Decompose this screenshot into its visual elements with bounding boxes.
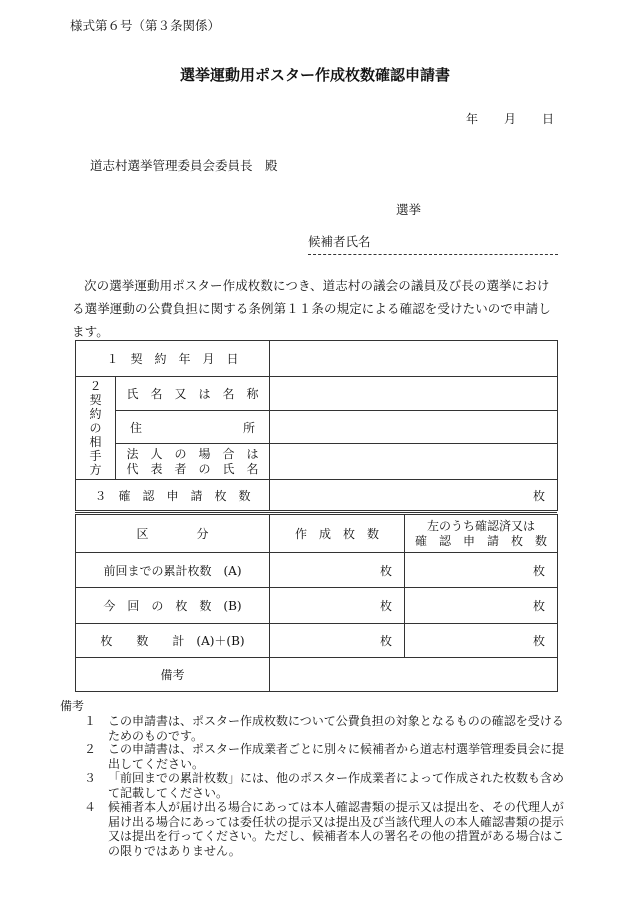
remarks-label: 備考 bbox=[76, 658, 270, 692]
total-confirmed-cell[interactable]: 枚 bbox=[405, 624, 558, 658]
requested-count-label: ３ 確 認 申 請 枚 数 bbox=[76, 480, 270, 511]
applicant-info-table bbox=[75, 340, 558, 511]
confirmed-count-header: 左のうち確認済又は 確 認 申 請 枚 数 bbox=[405, 515, 558, 553]
note-item: ２ この申請書は、ポスター作成業者ごとに別々に候補者から道志村選挙管理委員会に提出してください。 bbox=[84, 742, 565, 771]
note-item: ３ 「前回までの累計枚数」には、他のポスター作成業者によって作成された枚数も含めて記載してください。 bbox=[84, 771, 565, 800]
form-number: 様式第６号（第３条関係） bbox=[70, 18, 221, 33]
total-row-label: 枚 数 計 (A)＋(B) bbox=[76, 624, 270, 658]
document-title: 選挙運動用ポスター作成枚数確認申請書 bbox=[179, 66, 450, 84]
addressee: 道志村選挙管理委員会委員長 殿 bbox=[90, 158, 278, 173]
remarks-cell[interactable] bbox=[270, 658, 558, 692]
name-label: 氏 名 又 は 名 称 bbox=[116, 377, 270, 411]
representative-cell[interactable] bbox=[270, 444, 558, 480]
date-day: 日 bbox=[542, 112, 555, 126]
address-label: 住 所 bbox=[116, 411, 270, 444]
current-row-label: 今 回 の 枚 数 (B) bbox=[76, 588, 270, 624]
contract-date-label: １ 契 約 年 月 日 bbox=[76, 341, 270, 377]
date-year: 年 bbox=[466, 112, 479, 126]
candidate-name-line[interactable] bbox=[308, 254, 558, 255]
date-month: 月 bbox=[504, 112, 517, 126]
contract-date-cell[interactable] bbox=[270, 341, 558, 377]
counterparty-label: ２ 契 約 の 相 手 方 bbox=[76, 377, 116, 480]
cumulative-created-cell[interactable]: 枚 bbox=[270, 553, 405, 588]
notes-heading: 備考 bbox=[60, 699, 85, 713]
address-cell[interactable] bbox=[270, 411, 558, 444]
date-line bbox=[466, 110, 554, 127]
category-header: 区 分 bbox=[76, 515, 270, 553]
current-created-cell[interactable]: 枚 bbox=[270, 588, 405, 624]
poster-count-table bbox=[75, 514, 558, 692]
requested-count-cell[interactable]: 枚 bbox=[270, 480, 558, 511]
note-item: ４ 候補者本人が届け出る場合にあっては本人確認書類の提示又は提出を、その代理人が届け出る場合にあっては委任状の提示又は提出及び当該代理人の本人確認書類の提示又は提出を行ってください。ただし、候補者本人の署名その他の措置がある場合はこの限りではありません。 bbox=[84, 800, 565, 858]
intro-paragraph: 次の選挙運動用ポスター作成枚数につき、道志村の議会の議員及び長の選挙における選挙運動の公費負担に関する条例第１１条の規定による確認を受けたいので申請します。 bbox=[72, 278, 551, 339]
representative-label: 法 人 の 場 合 は 代 表 者 の 氏 名 bbox=[116, 444, 270, 480]
cumulative-confirmed-cell[interactable]: 枚 bbox=[405, 553, 558, 588]
table-divider bbox=[75, 512, 557, 513]
candidate-name-label: 候補者氏名 bbox=[308, 234, 371, 249]
created-count-header: 作 成 枚 数 bbox=[270, 515, 405, 553]
name-cell[interactable] bbox=[270, 377, 558, 411]
note-item: １ この申請書は、ポスター作成枚数について公費負担の対象となるものの確認を受けるためのものです。 bbox=[84, 714, 564, 743]
total-created-cell[interactable]: 枚 bbox=[270, 624, 405, 658]
election-label: 選挙 bbox=[396, 202, 422, 217]
current-confirmed-cell[interactable]: 枚 bbox=[405, 588, 558, 624]
cumulative-row-label: 前回までの累計枚数 (A) bbox=[76, 553, 270, 588]
